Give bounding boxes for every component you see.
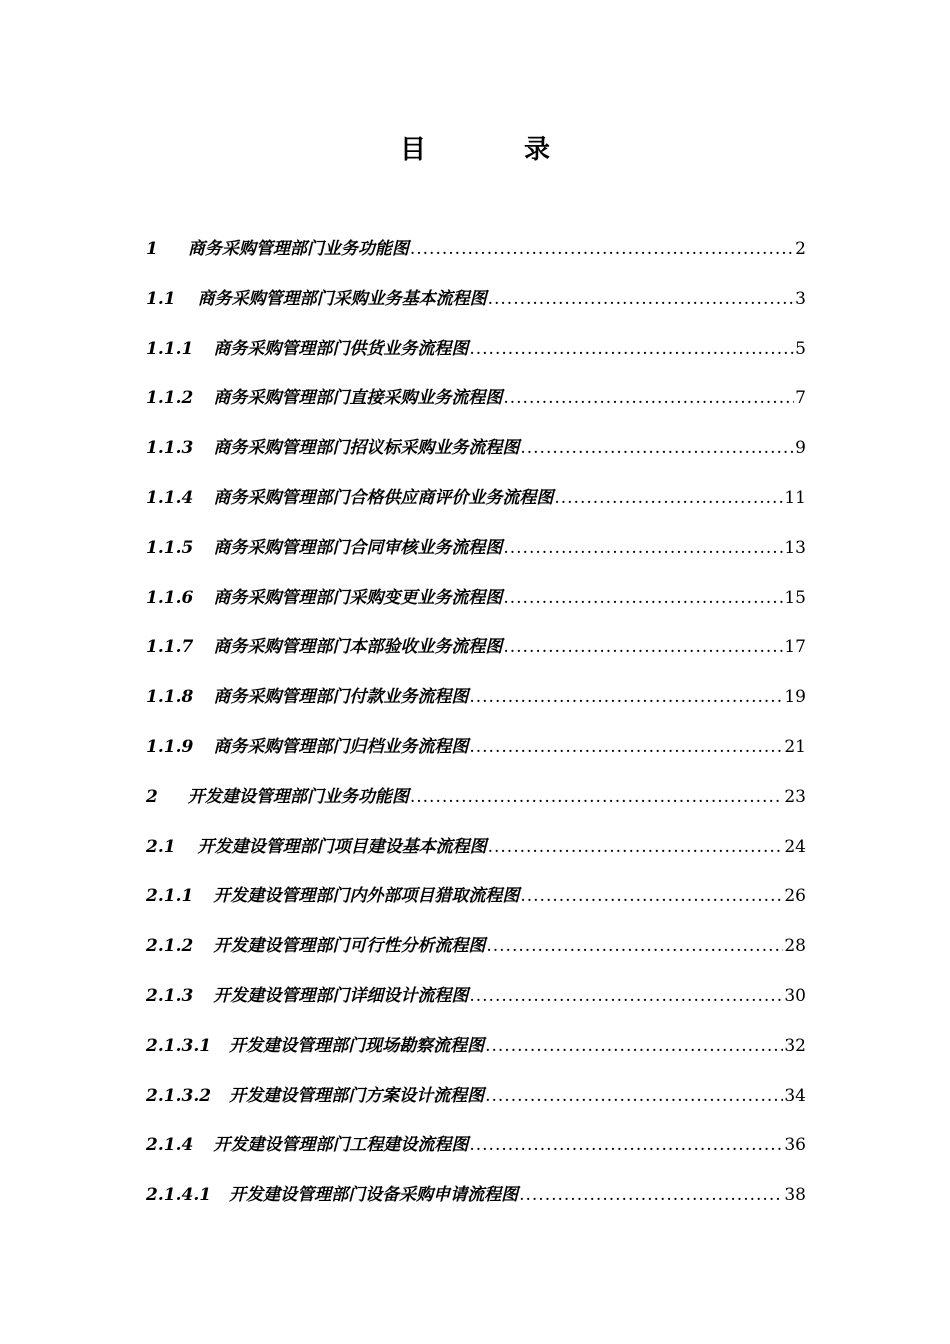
- toc-entry-page-number: 26: [784, 886, 806, 907]
- toc-entry-page-number: 9: [795, 438, 806, 459]
- toc-entry-page-number: 34: [784, 1085, 806, 1106]
- dot-leader: [488, 824, 784, 870]
- toc-heading: 目 录: [399, 135, 586, 165]
- toc-entry[interactable]: [146, 1023, 806, 1073]
- toc-entry-number: 2.1: [146, 836, 176, 857]
- toc-entry[interactable]: [146, 475, 806, 525]
- toc-entry-title: 商务采购管理部门合同审核业务流程图: [213, 537, 503, 558]
- toc-entry[interactable]: [146, 674, 806, 724]
- dot-leader: [469, 973, 783, 1019]
- dot-leader: [410, 774, 784, 820]
- dot-leader: [503, 624, 783, 670]
- toc-entry[interactable]: [146, 824, 806, 874]
- toc-entry-number: 2.1.3: [146, 985, 194, 1006]
- toc-entry-title: 商务采购管理部门直接采购业务流程图: [213, 388, 503, 409]
- toc-entry-title: 开发建设管理部门详细设计流程图: [213, 985, 469, 1006]
- toc-entry-title: 开发建设管理部门方案设计流程图: [229, 1085, 485, 1106]
- toc-entry[interactable]: [146, 226, 806, 276]
- toc-entry-page-number: 23: [784, 786, 806, 807]
- dot-leader: [519, 1172, 783, 1218]
- toc-entry[interactable]: [146, 923, 806, 973]
- toc-entry-number: 1.1.5: [146, 537, 194, 558]
- toc-entry-page-number: 21: [784, 736, 806, 757]
- toc-entry-page-number: 36: [784, 1135, 806, 1156]
- toc-entry-page-number: 7: [795, 388, 806, 409]
- toc-entry-title: 开发建设管理部门可行性分析流程图: [213, 936, 486, 957]
- toc-entry-number: 2.1.1: [146, 886, 194, 907]
- toc-entry-page-number: 15: [784, 587, 806, 608]
- toc-entry[interactable]: [146, 326, 806, 376]
- toc-entry-number: 1.1.7: [146, 637, 194, 658]
- toc-entry-number: 2.1.2: [146, 936, 194, 957]
- dot-leader: [488, 276, 795, 322]
- dot-leader: [554, 475, 783, 521]
- dot-leader: [469, 326, 794, 372]
- toc-entry-number: 2: [146, 786, 158, 807]
- toc-entry-number: 2.1.4.1: [146, 1185, 212, 1206]
- toc-entry-number: 1.1: [146, 288, 176, 309]
- toc-entry-title: 商务采购管理部门采购业务基本流程图: [197, 288, 487, 309]
- dot-leader: [469, 674, 783, 720]
- toc-entry-title: 开发建设管理部门内外部项目猎取流程图: [213, 886, 520, 907]
- toc-entry-number: 1.1.4: [146, 487, 194, 508]
- toc-entry[interactable]: [146, 425, 806, 475]
- toc-entry[interactable]: [146, 375, 806, 425]
- toc-entry-page-number: 38: [784, 1185, 806, 1206]
- toc-entry-page-number: 3: [795, 288, 806, 309]
- toc-entry[interactable]: [146, 276, 806, 326]
- toc-entry-number: 2.1.4: [146, 1135, 194, 1156]
- toc-entry-title: 商务采购管理部门采购变更业务流程图: [213, 587, 503, 608]
- toc-entry-title: 开发建设管理部门现场勘察流程图: [229, 1035, 485, 1056]
- toc-entry[interactable]: [146, 973, 806, 1023]
- dot-leader: [520, 873, 783, 919]
- dot-leader: [503, 375, 794, 421]
- toc-entry-number: 1.1.9: [146, 736, 194, 757]
- toc-entry-title: 商务采购管理部门本部验收业务流程图: [213, 637, 503, 658]
- toc-entry-page-number: 2: [795, 239, 806, 259]
- toc-entry-page-number: 24: [784, 836, 806, 857]
- toc-entry[interactable]: [146, 624, 806, 674]
- toc-entry[interactable]: [146, 774, 806, 824]
- toc-entry[interactable]: [146, 575, 806, 625]
- toc-entry-page-number: 28: [784, 936, 806, 957]
- toc-entry-page-number: 11: [784, 487, 806, 508]
- dot-leader: [503, 575, 783, 621]
- toc-entry-number: 2.1.3.1: [146, 1035, 212, 1056]
- dot-leader: [520, 425, 794, 471]
- toc-entry-title: 开发建设管理部门工程建设流程图: [213, 1135, 469, 1156]
- toc-entry-title: 商务采购管理部门供货业务流程图: [213, 338, 469, 359]
- toc-entry-title: 开发建设管理部门设备采购申请流程图: [229, 1185, 519, 1206]
- dot-leader: [485, 1023, 783, 1069]
- toc-entry[interactable]: [146, 1122, 806, 1172]
- toc-entry-title: 商务采购管理部门业务功能图: [187, 239, 409, 259]
- toc-entry-page-number: 17: [784, 637, 806, 658]
- toc-entry-number: 1: [146, 239, 158, 259]
- dot-leader: [469, 724, 783, 770]
- toc-entry-page-number: 19: [784, 687, 806, 708]
- toc-entry[interactable]: [146, 525, 806, 575]
- toc-entry-title: 开发建设管理部门项目建设基本流程图: [197, 836, 487, 857]
- toc-entry-number: 1.1.3: [146, 438, 194, 459]
- toc-entry-title: 商务采购管理部门招议标采购业务流程图: [213, 438, 520, 459]
- toc-entry[interactable]: [146, 873, 806, 923]
- toc-entry-page-number: 32: [784, 1035, 806, 1056]
- toc-entry-title: 商务采购管理部门合格供应商评价业务流程图: [213, 487, 554, 508]
- toc-entry-page-number: 5: [795, 338, 806, 359]
- toc-entry-number: 2.1.3.2: [146, 1085, 212, 1106]
- toc-entry[interactable]: [146, 1073, 806, 1123]
- toc-entry-number: 1.1.2: [146, 388, 194, 409]
- toc-entry[interactable]: [146, 1172, 806, 1222]
- toc-entry-title: 商务采购管理部门归档业务流程图: [213, 736, 469, 757]
- dot-leader: [410, 226, 794, 272]
- dot-leader: [503, 525, 783, 571]
- toc-entry[interactable]: [146, 724, 806, 774]
- dot-leader: [486, 923, 783, 969]
- dot-leader: [469, 1122, 783, 1168]
- toc-entry-number: 1.1.6: [146, 587, 194, 608]
- table-of-contents: [146, 226, 806, 1222]
- toc-entry-title: 开发建设管理部门业务功能图: [187, 786, 409, 807]
- toc-entry-page-number: 13: [784, 537, 806, 558]
- toc-entry-page-number: 30: [784, 985, 806, 1006]
- toc-entry-number: 1.1.8: [146, 687, 194, 708]
- toc-entry-title: 商务采购管理部门付款业务流程图: [213, 687, 469, 708]
- toc-entry-number: 1.1.1: [146, 338, 194, 359]
- dot-leader: [485, 1073, 783, 1119]
